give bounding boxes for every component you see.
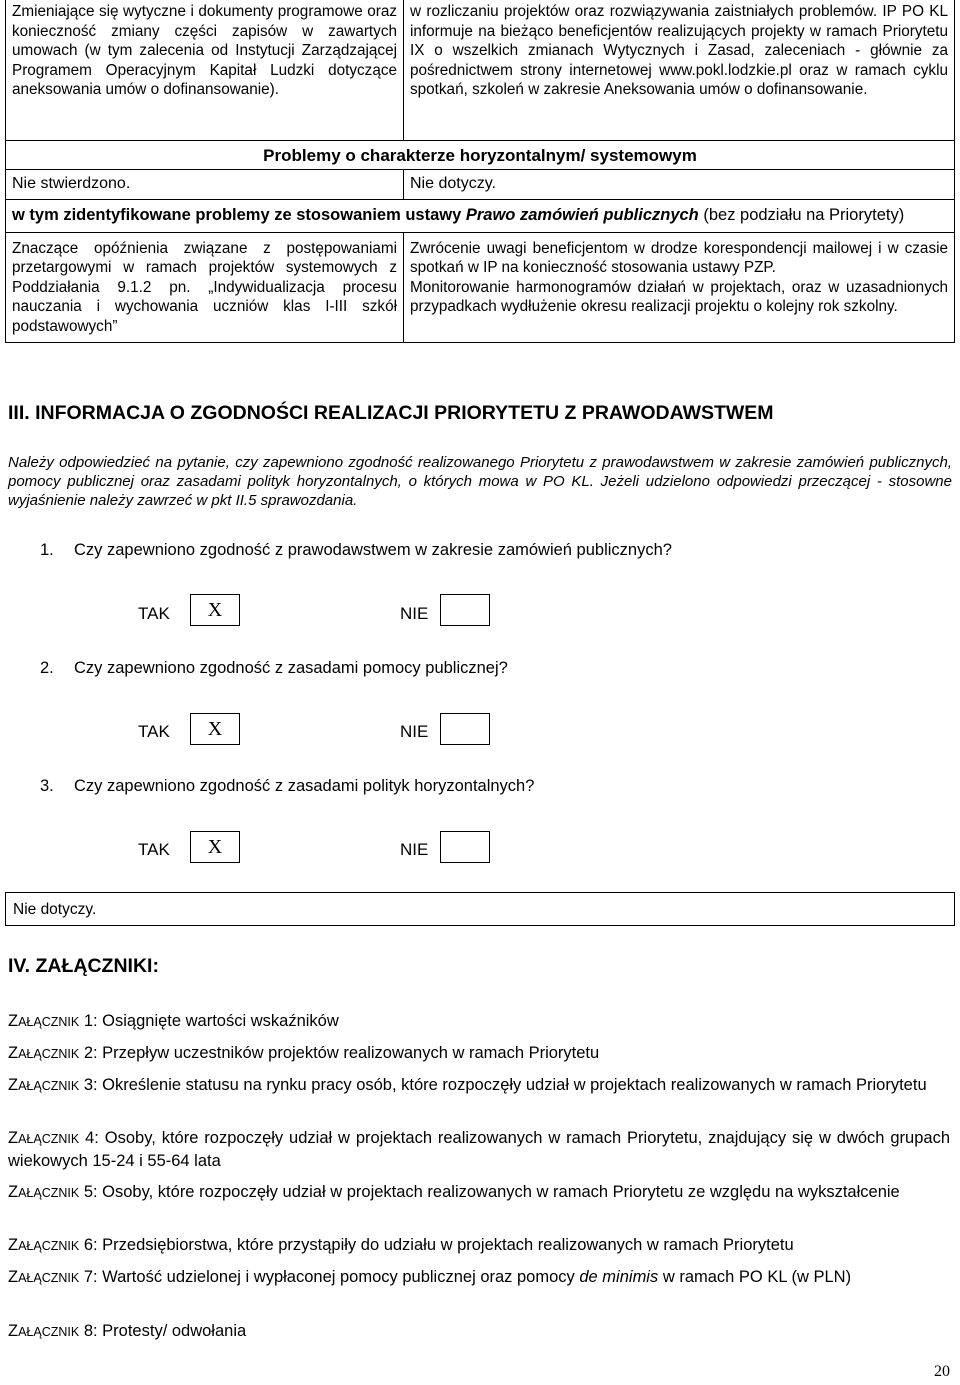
pzp-heading-pre: w tym zidentyfikowane problemy ze stosowaniem ustawy (12, 205, 466, 224)
question-number: 3. (40, 777, 54, 795)
pzp-heading (6, 199, 955, 232)
tak-label: TAK (138, 722, 170, 741)
tak-label: TAK (138, 840, 170, 859)
solution-description-cell: w rozliczaniu projektów oraz rozwiązywania zaistniałych problemów. IP PO KL informuje na bieżąco beneficjentów realizujących projekty w ramach Priorytetu IX o wszelkich zmianach Wytycznych i Zasad, zaleceniach - głównie za pośrednictwem strony internetowej www.pokl.lodzkie.pl oraz w ramach cyklu spotkań, szkoleń w zakresie Aneksowania umów o dofinansowanie. (404, 0, 955, 140)
nie-label: NIE (400, 604, 429, 623)
problems-table (5, 0, 955, 343)
annex-item: ZAŁĄCZNIK 4: Osoby, które rozpoczęły udział w projektach realizowanych w ramach Priorytetu, znajdujący się w dwóch grupach wiekowych 15-24 i 55-64 lata (8, 1129, 950, 1170)
annex-item: ZAŁĄCZNIK 3: Określenie statusu na rynku pracy osób, które rozpoczęły udział w projektach realizowanych w ramach Priorytetu (8, 1076, 927, 1094)
question-text: Czy zapewniono zgodność z zasadami pomocy publicznej? (74, 659, 508, 677)
pzp-solution-cell (404, 232, 955, 343)
systemic-right-cell: Nie dotyczy. (404, 170, 955, 200)
section-3-title: III. INFORMACJA O ZGODNOŚCI REALIZACJI PRIORYTETU Z PRAWODAWSTWEM (8, 402, 774, 424)
pzp-solution-para-2: Monitorowanie harmonogramów działań w projektach, oraz w uzasadnionych przypadkach wydłużenie okresu realizacji projektu o kolejny rok szkolny. (410, 278, 948, 315)
problem-description-cell: Zmieniające się wytyczne i dokumenty programowe oraz konieczność zmiany części zapisów w zawartych umowach (w tym zalecenia od Instytucji Zarządzającej Programem Operacyjnym Kapitał Ludzki dotyczące aneksowania umów o dofinansowanie). (6, 0, 404, 140)
pzp-problem-cell: Znaczące opóźnienia związane z postępowaniami przetargowymi w ramach projektów systemowych z Poddziałania 9.1.2 pn. „Indywidualizacja procesu nauczania i wychowania uczniów klas I-III szkół podstawowych” (6, 232, 404, 343)
nie-label: NIE (400, 840, 429, 859)
systemic-problems-heading: Problemy o charakterze horyzontalnym/ systemowym (6, 140, 955, 170)
question-number: 2. (40, 659, 54, 677)
annex-item: ZAŁĄCZNIK 6: Przedsiębiorstwa, które przystąpiły do udziału w projektach realizowanych w ramach Priorytetu (8, 1236, 794, 1254)
question-text: Czy zapewniono zgodność z prawodawstwem w zakresie zamówień publicznych? (74, 541, 672, 559)
section-3-intro: Należy odpowiedzieć na pytanie, czy zapewniono zgodność realizowanego Priorytetu z prawodawstwem w zakresie zamówień publicznych, pomocy publicznej oraz zasadami polityk horyzontalnych, o których mowa w PO KL. Jeżeli udzielono odpowiedzi przeczącej - stosowne wyjaśnienie należy zawrzeć w pkt II.5 sprawozdania. (8, 454, 952, 509)
q1-nie-checkbox[interactable] (440, 594, 490, 626)
nie-label: NIE (400, 722, 429, 741)
q2-nie-checkbox[interactable] (440, 713, 490, 745)
question-1 (40, 541, 672, 560)
annex-item: ZAŁĄCZNIK 8: Protesty/ odwołania (8, 1322, 247, 1340)
tak-label: TAK (138, 604, 170, 623)
question-3 (40, 777, 534, 796)
q2-tak-checkbox[interactable]: X (190, 713, 240, 745)
question-2 (40, 659, 508, 678)
pzp-solution-para-1: Zwrócenie uwagi beneficjentom w drodze korespondencji mailowej i w czasie spotkań w IP na konieczność stosowania ustawy PZP. (410, 239, 948, 276)
systemic-left-cell: Nie stwierdzono. (6, 170, 404, 200)
annex-item: ZAŁĄCZNIK 7: Wartość udzielonej i wypłaconej pomocy publicznej oraz pomocy de minimis w ramach PO KL (w PLN) (8, 1268, 852, 1286)
annex-item: ZAŁĄCZNIK 1: Osiągnięte wartości wskaźników (8, 1012, 339, 1030)
pzp-law-name: Prawo zamówień publicznych (465, 205, 699, 224)
question-number: 1. (40, 541, 54, 559)
annex-item: ZAŁĄCZNIK 2: Przepływ uczestników projektów realizowanych w ramach Priorytetu (8, 1044, 600, 1062)
page-number: 20 (934, 1363, 950, 1380)
q3-nie-checkbox[interactable] (440, 831, 490, 863)
annex-item: ZAŁĄCZNIK 5: Osoby, które rozpoczęły udział w projektach realizowanych w ramach Priorytetu ze względu na wykształcenie (8, 1183, 900, 1201)
q3-tak-checkbox[interactable]: X (190, 831, 240, 863)
question-text: Czy zapewniono zgodność z zasadami polityk horyzontalnych? (74, 777, 535, 795)
section-3-note: Nie dotyczy. (5, 892, 955, 926)
section-4-title: IV. ZAŁĄCZNIKI: (8, 955, 159, 977)
pzp-heading-post: (bez podziału na Priorytety) (698, 205, 905, 224)
q1-tak-checkbox[interactable]: X (190, 594, 240, 626)
